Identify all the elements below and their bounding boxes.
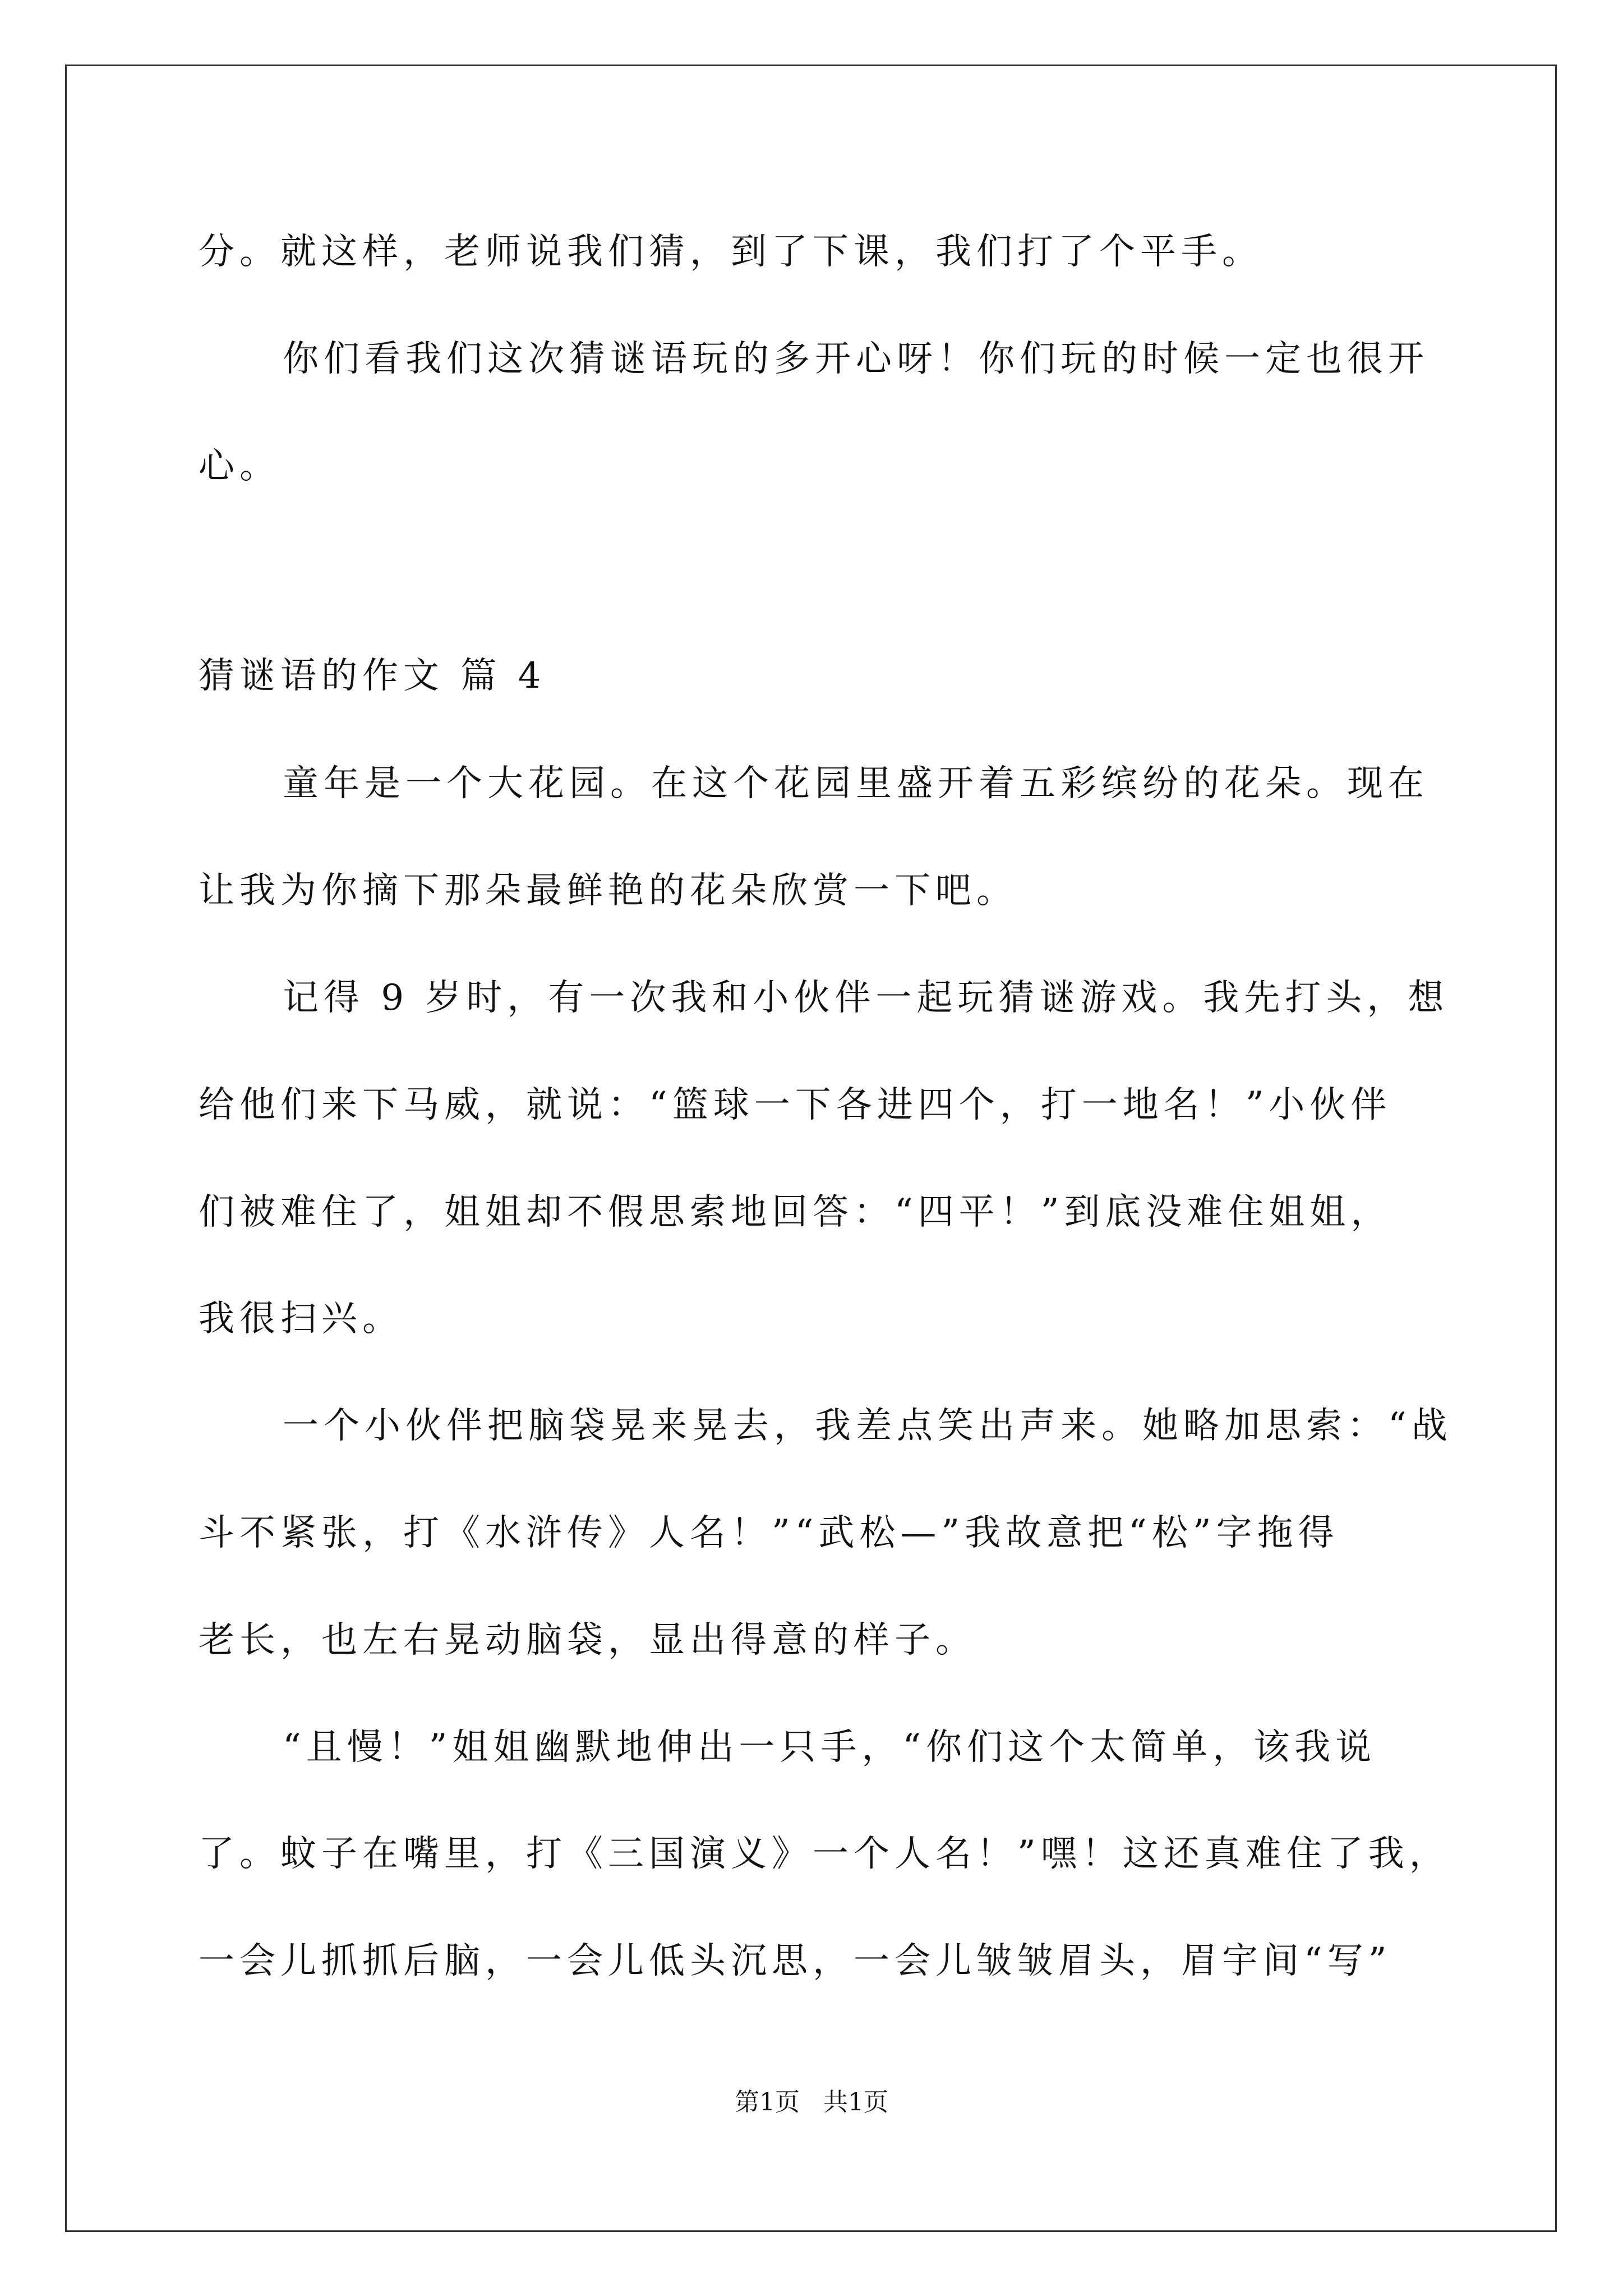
paragraph-line: 一会儿抓抓后脑，一会儿低头沉思，一会儿皱皱眉头，眉宇间“写” bbox=[199, 1940, 1392, 1982]
paragraph-line: 们被难住了，姐姐却不假思索地回答：“四平！”到底没难住姐姐， bbox=[199, 1191, 1392, 1233]
paragraph-line: 分。就这样，老师说我们猜，到了下课，我们打了个平手。 bbox=[199, 231, 1263, 273]
paragraph-line: 童年是一个大花园。在这个花园里盛开着五彩缤纷的花朵。现在 bbox=[283, 763, 1429, 804]
paragraph-line: 记得 9 岁时，有一次我和小伙伴一起玩猜谜游戏。我先打头，想 bbox=[283, 977, 1449, 1019]
page-footer: 第1页 共1页 bbox=[735, 2088, 888, 2116]
paragraph-line: 一个小伙伴把脑袋晃来晃去，我差点笑出声来。她略加思索：“战 bbox=[283, 1405, 1453, 1447]
paragraph-line: 你们看我们这次猜谜语玩的多开心呀！你们玩的时候一定也很开 bbox=[283, 338, 1429, 380]
paragraph-line: 老长，也左右晃动脑袋，显出得意的样子。 bbox=[199, 1619, 976, 1661]
section-heading: 猜谜语的作文 篇 4 bbox=[199, 655, 546, 697]
page-border bbox=[65, 65, 1557, 2232]
paragraph-line: 我很扫兴。 bbox=[199, 1298, 403, 1340]
paragraph-line: 了。蚊子在嘴里，打《三国演义》一个人名！”嘿！这还真难住了我， bbox=[199, 1833, 1450, 1875]
paragraph-line: 心。 bbox=[199, 445, 280, 487]
paragraph-line: “且慢！”姐姐幽默地伸出一只手，“你们这个太简单，该我说 bbox=[283, 1727, 1377, 1768]
paragraph-line: 斗不紧张，打《水浒传》人名！”“武松—”我故意把“松”字拖得 bbox=[199, 1512, 1339, 1554]
paragraph-line: 给他们来下马威，就说：“篮球一下各进四个，打一地名！”小伙伴 bbox=[199, 1084, 1392, 1126]
paragraph-line: 让我为你摘下那朵最鲜艳的花朵欣赏一下吧。 bbox=[199, 870, 1017, 912]
